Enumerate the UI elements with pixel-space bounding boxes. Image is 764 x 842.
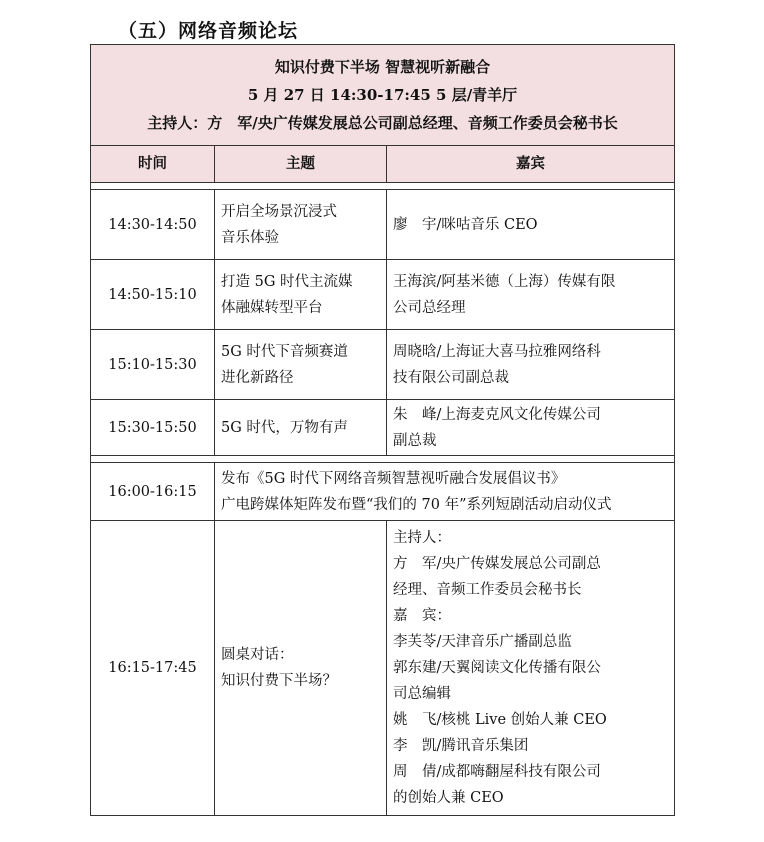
forum-host: 主持人：方 军/央广传媒发展总公司副总经理、音频工作委员会秘书长 [147, 114, 618, 132]
guest-line: 姚 飞/核桃 Live 创始人兼 CEO [393, 712, 607, 728]
table-row [91, 190, 675, 260]
guest-line: 朱 峰/上海麦克风文化传媒公司 [393, 406, 601, 423]
forum-title: 知识付费下半场 智慧视听新融合 [274, 58, 491, 76]
guest-line: 技有限公司副总裁 [393, 369, 509, 386]
forum-schedule: 5 月 27 日 14:30-17:45 5 层/青羊厅 [247, 86, 518, 104]
row-gap [91, 456, 675, 463]
guest-line: 的创始人兼 CEO [393, 790, 504, 806]
row-guests [387, 330, 675, 400]
guest-line: 李芙苓/天津音乐广播副总监 [393, 634, 572, 650]
row-time: 14:50-15:10 [91, 260, 215, 330]
row-guests [387, 190, 675, 260]
table-row [91, 330, 675, 400]
row-topic [215, 400, 387, 456]
guest-line: 经理、音频工作委员会秘书长 [393, 582, 582, 598]
row-time: 14:30-14:50 [91, 190, 215, 260]
row-guests [387, 260, 675, 330]
row-guests [387, 521, 675, 816]
topic-line: 知识付费下半场？ [221, 673, 337, 689]
section-title: （五）网络音频论坛 [118, 20, 299, 42]
column-header-row [91, 146, 675, 183]
row-topic [215, 190, 387, 260]
topic-line: 音乐体验 [221, 229, 279, 246]
col-time: 时间 [91, 146, 215, 183]
guest-line: 周 倩/成都嗨翻屋科技有限公司 [393, 764, 601, 780]
guest-line: 嘉 宾： [393, 608, 451, 624]
guest-line: 周晓晗/上海证大喜马拉雅网络科 [393, 343, 601, 360]
guest-line: 主持人： [393, 530, 451, 546]
guest-line: 司总编辑 [393, 686, 451, 702]
guest-line: 副总裁 [393, 432, 437, 449]
guest-line: 公司总经理 [393, 299, 466, 316]
forum-header [91, 45, 675, 146]
agenda-table [90, 44, 675, 816]
table-row [91, 400, 675, 456]
table-row [91, 521, 675, 816]
table-row [91, 260, 675, 330]
release-line: 广电跨媒体矩阵发布暨“我们的 70 年”系列短剧活动启动仪式 [221, 496, 612, 513]
row-topic [215, 330, 387, 400]
guest-line: 郭东建/天翼阅读文化传播有限公 [393, 660, 601, 676]
topic-line: 开启全场景沉浸式 [221, 203, 337, 220]
row-gap [91, 183, 675, 190]
topic-line: 体融媒转型平台 [221, 299, 323, 316]
guest-line: 廖 宇/咪咕音乐 CEO [393, 216, 538, 233]
col-guests: 嘉宾 [387, 146, 675, 183]
release-line: 发布《5G 时代下网络音频智慧视听融合发展倡议书》 [221, 470, 566, 487]
topic-line: 打造 5G 时代主流媒 [221, 273, 353, 290]
table-row [91, 463, 675, 521]
row-time: 15:30-15:50 [91, 400, 215, 456]
row-time: 16:00-16:15 [91, 463, 215, 521]
topic-line: 5G 时代，万物有声 [221, 419, 348, 436]
guest-line: 李 凯/腾讯音乐集团 [393, 738, 529, 754]
row-time: 15:10-15:30 [91, 330, 215, 400]
row-topic [215, 521, 387, 816]
topic-line: 圆桌对话： [221, 647, 294, 663]
row-time: 16:15-17:45 [91, 521, 215, 816]
guest-line: 王海滨/阿基米德（上海）传媒有限 [393, 273, 616, 290]
guest-line: 方 军/央广传媒发展总公司副总 [393, 556, 601, 572]
release-content [215, 463, 675, 521]
topic-line: 5G 时代下音频赛道 [221, 343, 348, 360]
col-topic: 主题 [215, 146, 387, 183]
row-guests [387, 400, 675, 456]
topic-line: 进化新路径 [221, 369, 294, 386]
row-topic [215, 260, 387, 330]
